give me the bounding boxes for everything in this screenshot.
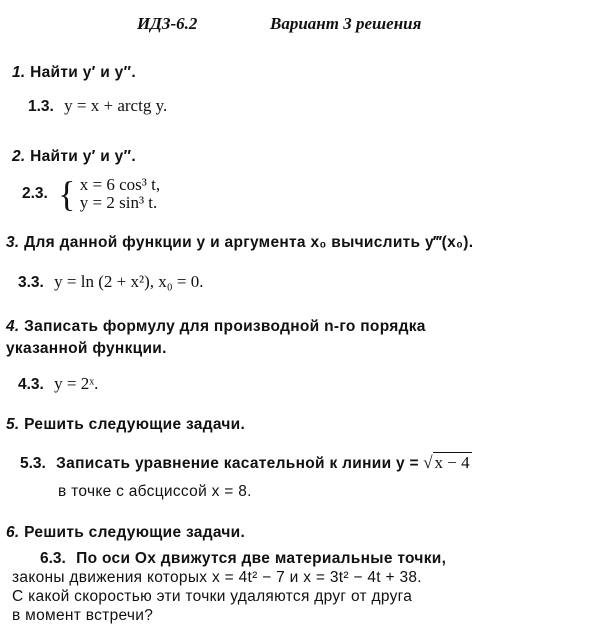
sqrt-radicand: x − 4 <box>434 453 470 472</box>
task-4-text-line-2: указанной функции. <box>6 340 167 357</box>
task-2-text: Найти y′ и y″. <box>30 148 136 165</box>
subtask-6-3 <box>40 550 446 568</box>
subtask-3-3 <box>18 272 204 292</box>
task-6-text: Решить следующие задачи. <box>24 524 246 541</box>
subtask-3-3-formula: y = ln (2 + x²), x₀ = 0. <box>54 272 204 291</box>
task-5-number: 5. <box>6 416 20 433</box>
task-4-number: 4. <box>6 318 20 335</box>
system-line-1: x = 6 cos³ t, <box>79 175 161 194</box>
subtask-6-3-line-1: По оси Ox движутся две материальные точки, <box>76 550 447 567</box>
subtask-4-3 <box>18 374 98 394</box>
subtask-6-3-line-4: в момент встречи? <box>12 607 154 624</box>
task-3-number: 3. <box>6 234 20 251</box>
subtask-6-3-label: 6.3. <box>40 550 66 567</box>
task-1-text: Найти y′ и y″. <box>30 64 136 81</box>
task-1-number: 1. <box>12 64 26 81</box>
variant-title: Вариант 3 решения <box>270 14 422 33</box>
doc-code: ИДЗ-6.2 <box>137 14 198 33</box>
subtask-2-3-system <box>80 176 160 212</box>
subtask-1-3-formula: y = x + arctg y. <box>64 96 168 115</box>
system-brace: { <box>58 174 76 214</box>
subtask-5-3-text-line-2: в точке с абсциссой x = 8. <box>58 483 252 500</box>
task-5 <box>6 416 245 434</box>
task-4 <box>6 318 426 336</box>
system-line-2: y = 2 sin³ t. <box>79 193 158 212</box>
task-2 <box>12 148 136 166</box>
subtask-5-3-text-line-1: Записать уравнение касательной к линии y = <box>56 455 419 472</box>
subtask-5-3 <box>20 453 472 473</box>
subtask-2-3 <box>22 176 160 212</box>
subtask-4-3-label: 4.3. <box>18 376 44 393</box>
subtask-4-3-formula: y = 2ˣ. <box>54 374 99 393</box>
subtask-5-3-label: 5.3. <box>20 455 46 472</box>
subtask-6-3-line-2: законы движения которых x = 4t² − 7 и x = 3t² − 4t + 38. <box>12 569 422 586</box>
subtask-1-3-label: 1.3. <box>28 98 54 115</box>
subtask-1-3 <box>28 96 167 116</box>
task-6 <box>6 524 245 542</box>
task-2-number: 2. <box>12 148 26 165</box>
subtask-2-3-label: 2.3. <box>22 185 48 202</box>
task-3-text: Для данной функции y и аргумента x₀ вычислить y‴(x₀). <box>24 234 474 251</box>
subtask-6-3-line-3: С какой скоростью эти точки удаляются друг от друга <box>12 588 413 605</box>
subtask-3-3-label: 3.3. <box>18 274 44 291</box>
task-4-text-line-1: Записать формулу для производной n-го порядка <box>24 318 426 335</box>
task-3 <box>6 234 473 252</box>
sqrt-sign: √ <box>423 453 433 472</box>
task-5-text: Решить следующие задачи. <box>24 416 246 433</box>
task-6-number: 6. <box>6 524 20 541</box>
task-1 <box>12 64 136 82</box>
